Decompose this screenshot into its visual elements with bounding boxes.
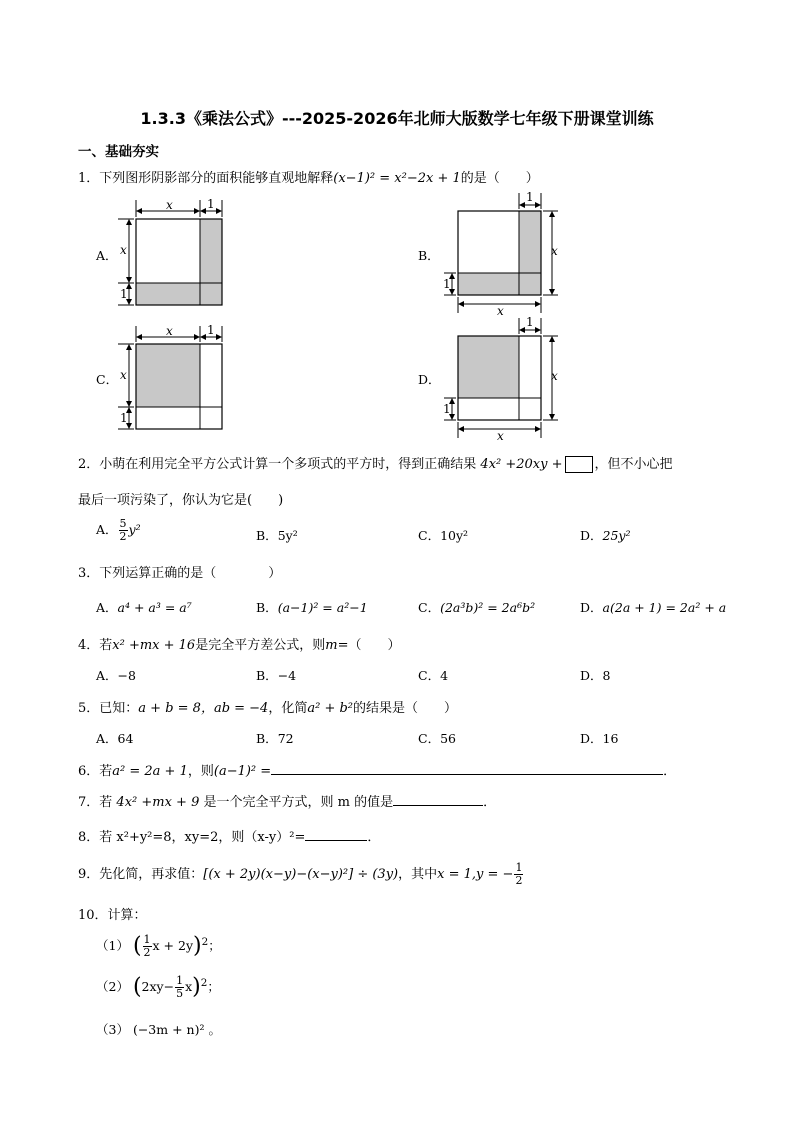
question-4-stem: 4．若x² +mx + 16是完全平方差公式，则m=（ ）: [78, 638, 401, 653]
question-10-stem: 10．计算：: [78, 908, 147, 923]
question-8: 8．若 x²+y²=8，xy=2，则（x-y）²= ．: [78, 826, 380, 845]
answer-blank-line: [271, 760, 663, 775]
q1-figure-d: [440, 314, 564, 442]
q4-option-b: B．−4: [256, 668, 297, 683]
svg-text:x: x: [120, 243, 127, 257]
q1-figure-a: [114, 196, 234, 308]
svg-text:1: 1: [443, 277, 451, 291]
q1-option-c-label: C．: [96, 372, 119, 387]
q1-figure-b: [440, 189, 564, 317]
question-1-stem: 1．下列图形阴影部分的面积能够直观地解释(x−1)² = x²−2x + 1的是（ ）: [78, 171, 539, 186]
answer-blank-line: [305, 826, 367, 841]
q2-option-c: C．10y²: [418, 528, 469, 543]
question-3-stem: 3．下列运算正确的是（ ）: [78, 566, 282, 581]
svg-text:x: x: [551, 369, 558, 383]
question-7: 7．若 4x² +mx + 9 是一个完全平方式，则 m 的值是 ．: [78, 791, 496, 810]
question-9: 9．先化简，再求值：[(x + 2y)(x−y)−(x−y)²] ÷ (3y)，其中x = 1,y = − $\frac{1}{2}$: [78, 861, 523, 887]
svg-text:1: 1: [120, 287, 128, 301]
answer-blank-line: [393, 791, 483, 806]
svg-text:1: 1: [207, 197, 215, 211]
q4-option-c: C．4: [418, 668, 449, 683]
answer-blank-box: [565, 456, 593, 473]
question-5-stem: 5．已知：a + b = 8，ab = −4，化简a² + b²的结果是（ ）: [78, 701, 458, 716]
section-heading: 一、基础夯实: [78, 144, 159, 160]
question-2-line1: 2．小萌在利用完全平方公式计算一个多项式的平方时，得到正确结果 4x² +20xy + ，但不小心把: [78, 457, 673, 472]
svg-text:1: 1: [443, 402, 451, 416]
q5-option-d: D．16: [580, 731, 619, 746]
svg-text:1: 1: [120, 411, 128, 425]
svg-text:x: x: [166, 198, 173, 212]
question-2-line2: 最后一项污染了，你认为它是( ): [78, 493, 284, 508]
q2-option-a: A． $\frac{5}{2}$ y²: [96, 517, 141, 543]
page-title: 1.3.3《乘法公式》---2025-2026年北师大版数学七年级下册课堂训练: [140, 109, 654, 128]
q1-option-b-label: B．: [418, 248, 440, 263]
q1-option-a-label: A．: [96, 248, 118, 263]
svg-text:x: x: [120, 368, 127, 382]
q5-option-a: A．64: [96, 731, 134, 746]
q10-item-2: （2） (2xy− $\frac{1}{5}$ x)$^2$；: [96, 974, 220, 1000]
q3-option-b: B．(a−1)² = a²−1: [256, 600, 368, 615]
svg-text:x: x: [551, 244, 558, 258]
q2-option-d: D．25y²: [580, 528, 631, 543]
q5-option-b: B．72: [256, 731, 294, 746]
q10-item-3: （3） (−3m + n)² 。: [96, 1022, 221, 1037]
q4-option-a: A．−8: [96, 668, 136, 683]
q3-option-c: C．(2a³b)² = 2a⁶b²: [418, 600, 536, 615]
q2-option-b: B．5y²: [256, 528, 298, 543]
svg-text:x: x: [166, 324, 173, 338]
q1-figure-c: [114, 322, 234, 434]
svg-text:x: x: [497, 304, 504, 317]
q3-option-a: A．a⁴ + a³ = a⁷: [96, 600, 192, 615]
svg-text:1: 1: [207, 323, 215, 337]
q5-option-c: C．56: [418, 731, 456, 746]
q1-option-d-label: D．: [418, 372, 441, 387]
svg-text:1: 1: [526, 315, 534, 329]
svg-text:1: 1: [526, 190, 534, 204]
svg-text:x: x: [497, 429, 504, 442]
q3-option-d: D．a(2a + 1) = 2a² + a: [580, 600, 727, 615]
question-6: 6．若a² = 2a + 1，则(a−1)² = ．: [78, 760, 676, 779]
q10-item-1: （1） ( $\frac{1}{2}$ x + 2y)$^2$；: [96, 933, 221, 959]
q4-option-d: D．8: [580, 668, 611, 683]
